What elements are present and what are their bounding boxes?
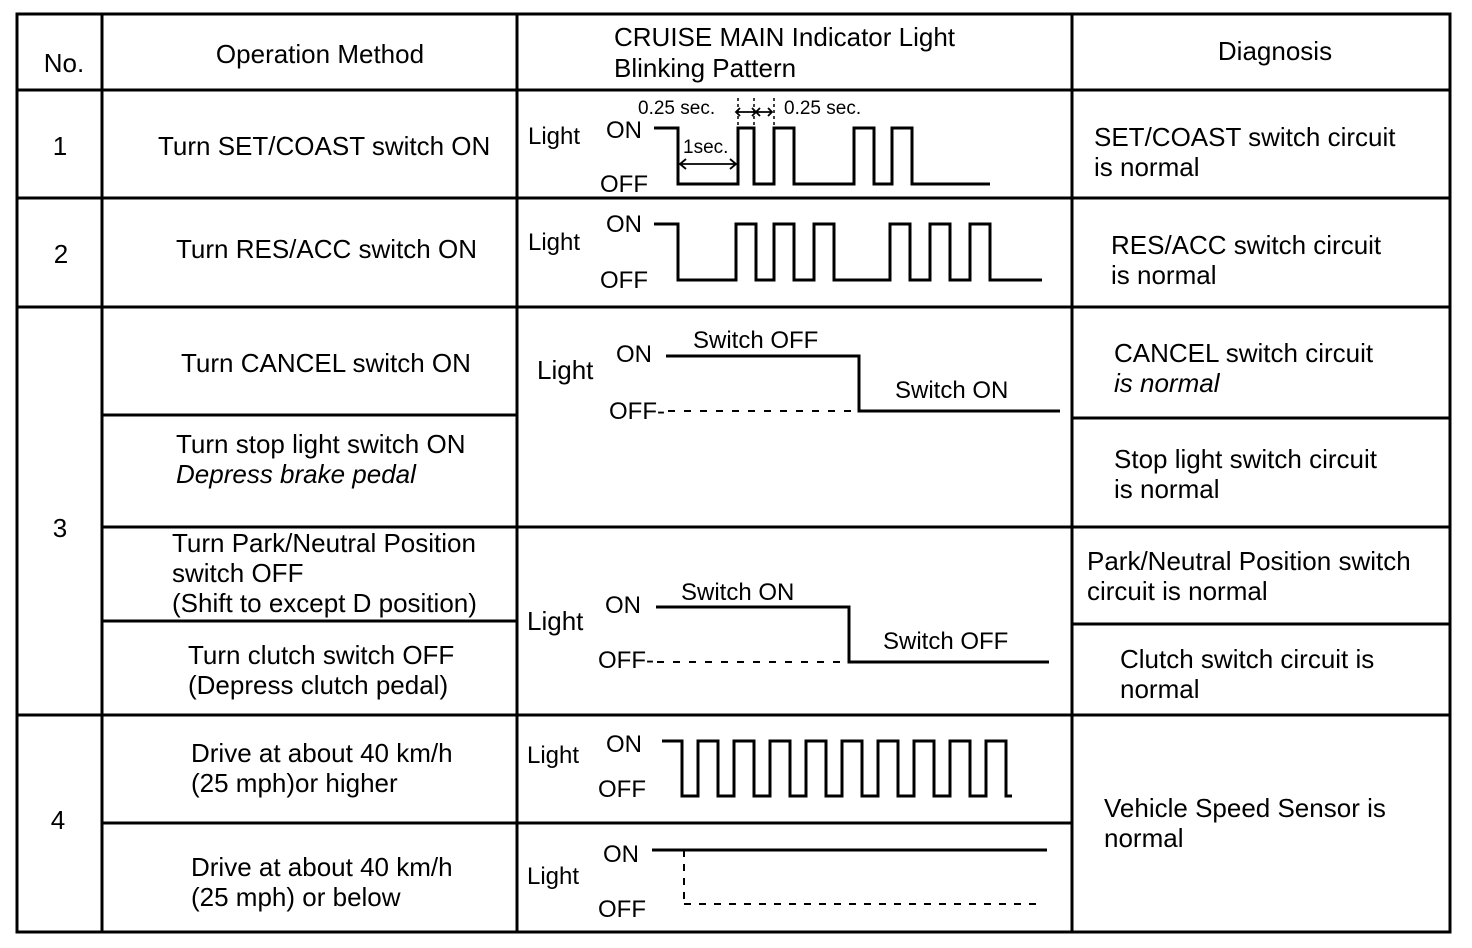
row3cd-switch-off-label: Switch OFF [883,628,1009,655]
row4a-operation-line1: Drive at about 40 km/h [191,738,453,768]
row1-on-label: ON [606,117,642,144]
row3c-diagnosis-line2: circuit is normal [1087,576,1268,606]
row2-off-label: OFF [600,267,648,294]
row3a-diagnosis-line2: is normal [1114,368,1220,398]
row1-short-time-right: 0.25 sec. [784,98,862,119]
row4a-light-label: Light [527,742,580,769]
row4-diagnosis-line1: Vehicle Speed Sensor is [1104,793,1386,823]
row2-diagnosis-line2: is normal [1111,260,1217,290]
row2-number: 2 [53,239,69,269]
row1-arrow-short-1 [736,108,756,116]
row3b-diagnosis-line1: Stop light switch circuit [1114,444,1377,474]
row3c-operation-line3: (Shift to except D position) [172,588,477,618]
row1-waveform [528,98,990,198]
row4b-waveform [527,841,1047,923]
row3c-operation-line2: switch OFF [172,558,304,588]
row1-operation: Turn SET/COAST switch ON [158,131,491,161]
row2-on-label: ON [606,211,642,238]
row4a-on-label: ON [606,731,642,758]
row3b-operation-line1: Turn stop light switch ON [176,429,466,459]
row2-waveform [528,211,1042,294]
row4a-operation-line2: (25 mph)or higher [191,768,398,798]
row1-diagnosis-line2: is normal [1094,152,1200,182]
row2-diagnosis-line1: RES/ACC switch circuit [1111,230,1382,260]
row4a-off-label: OFF [598,776,646,803]
header-pattern-line1: CRUISE MAIN Indicator Light [614,22,956,52]
row1-off-label: OFF [600,171,648,198]
row4b-light-label: Light [527,863,580,890]
row3cd-light-label: Light [527,606,584,636]
row4a-pulse-line [662,741,1012,796]
row4a-waveform [527,731,1012,803]
row4-diagnosis-line2: normal [1104,823,1184,853]
row3d-diagnosis-line2: normal [1120,674,1200,704]
header-pattern-line2: Blinking Pattern [614,53,797,83]
row4b-off-label: OFF [598,896,646,923]
row3cd-waveform [527,579,1049,674]
row4b-operation-line2: (25 mph) or below [191,882,401,912]
row3ab-on-label: ON [616,341,652,368]
row3d-diagnosis-line1: Clutch switch circuit is [1120,644,1375,674]
row3cd-switch-on-label: Switch ON [681,579,795,606]
row4b-on-label: ON [603,841,639,868]
row3d-operation-line2: (Depress clutch pedal) [188,670,449,700]
row2-light-label: Light [528,229,581,256]
row1-arrow-long [680,159,736,169]
row3ab-light-label: Light [537,355,594,385]
row3cd-on-label: ON [605,592,641,619]
row1-light-label: Light [528,123,581,150]
row3ab-waveform [537,327,1060,425]
header-operation: Operation Method [215,39,425,69]
row3ab-switch-off-label: Switch OFF [693,327,819,354]
row3a-diagnosis-line1: CANCEL switch circuit [1114,338,1374,368]
row1-diagnosis-line1: SET/COAST switch circuit [1094,122,1396,152]
row3c-diagnosis-line1: Park/Neutral Position switch [1087,546,1411,576]
row3-number: 3 [52,513,68,543]
row1-long-time: 1sec. [683,137,729,158]
row3c-operation-line1: Turn Park/Neutral Position [172,528,476,558]
header-diagnosis: Diagnosis [1217,36,1333,66]
row1-short-time-left: 0.25 sec. [638,98,716,119]
header-no: No. [43,48,85,78]
row1-number: 1 [52,131,68,161]
row3b-operation-line2: Depress brake pedal [176,459,416,489]
row2-operation: Turn RES/ACC switch ON [176,234,477,264]
row3cd-off-label: OFF- [598,647,654,674]
row3ab-off-label: OFF- [609,398,665,425]
row3b-diagnosis-line2: is normal [1114,474,1220,504]
row4-number: 4 [50,805,66,835]
row3ab-switch-on-label: Switch ON [895,377,1009,404]
row3d-operation-line1: Turn clutch switch OFF [188,640,455,670]
row1-arrow-short-2 [756,108,772,116]
row3a-operation: Turn CANCEL switch ON [181,348,471,378]
row2-pulse-line [654,224,1042,280]
row4b-operation-line1: Drive at about 40 km/h [191,852,453,882]
